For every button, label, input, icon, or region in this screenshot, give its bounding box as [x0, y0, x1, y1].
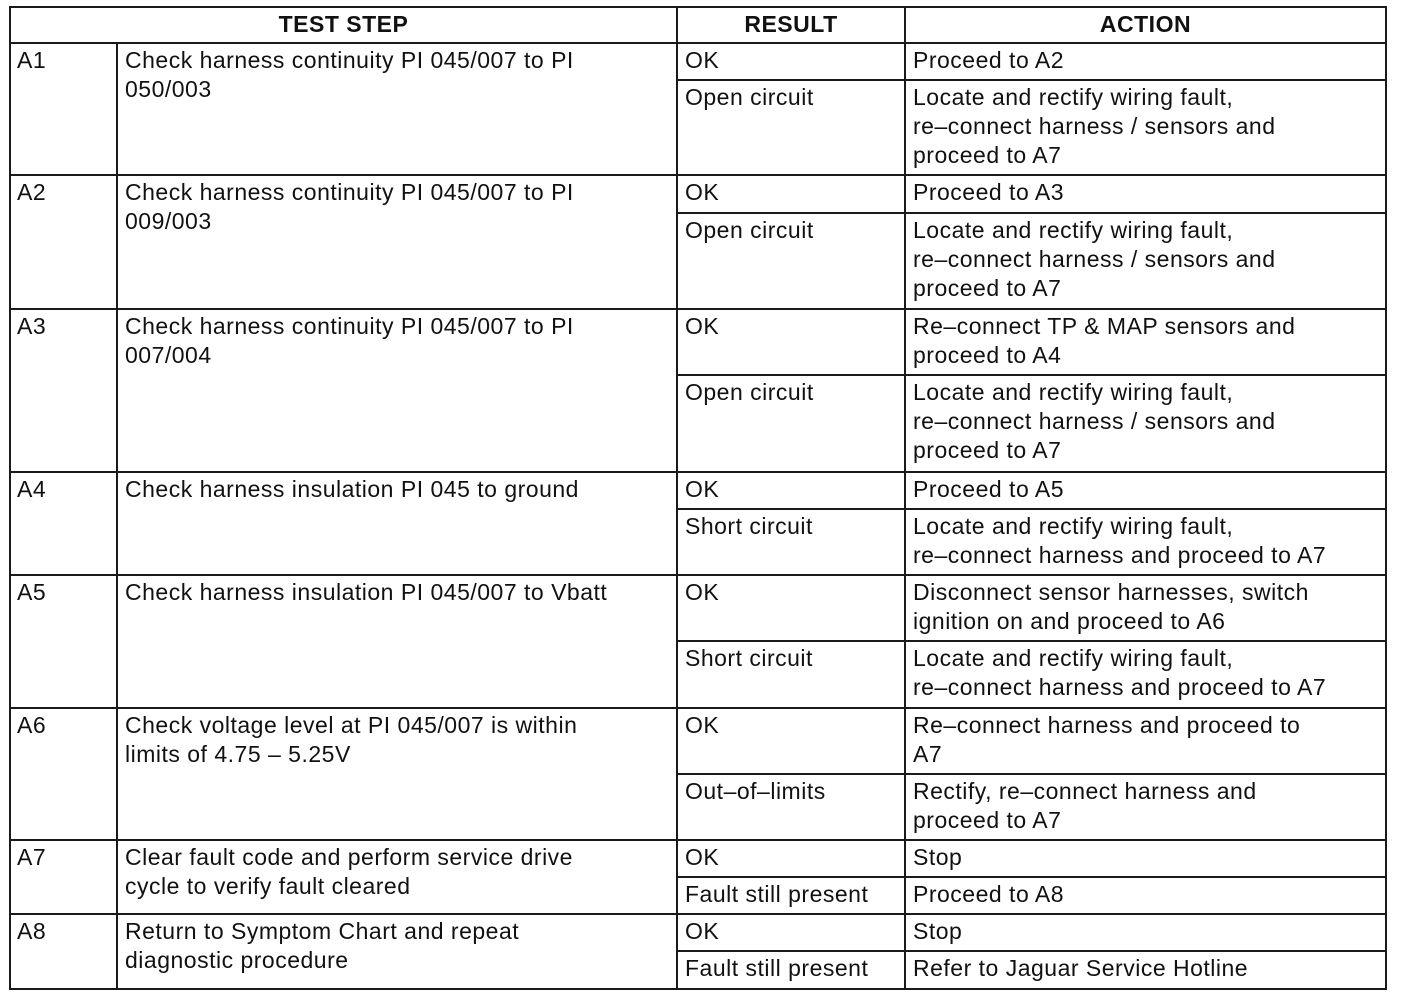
- action-cell: Re–connect harness and proceed to A7: [905, 708, 1386, 774]
- action-cell: Locate and rectify wiring fault, re–connect harness / sensors and proceed to A7: [905, 213, 1386, 309]
- action-cell: Locate and rectify wiring fault, re–connect harness and proceed to A7: [905, 509, 1386, 575]
- action-cell: Proceed to A5: [905, 472, 1386, 509]
- result-cell: OK: [677, 43, 905, 80]
- result-cell: OK: [677, 575, 905, 641]
- result-cell: Fault still present: [677, 951, 905, 989]
- step-id: A2: [10, 175, 117, 309]
- step-id: A7: [10, 840, 117, 914]
- result-cell: Out–of–limits: [677, 774, 905, 840]
- step-description: Return to Symptom Chart and repeat diagnostic procedure: [117, 914, 677, 989]
- action-cell: Proceed to A2: [905, 43, 1386, 80]
- result-cell: Open circuit: [677, 213, 905, 309]
- header-action: ACTION: [905, 7, 1386, 43]
- result-cell: Open circuit: [677, 80, 905, 175]
- action-cell: Proceed to A3: [905, 175, 1386, 213]
- step-id: A8: [10, 914, 117, 989]
- action-cell: Locate and rectify wiring fault, re–connect harness / sensors and proceed to A7: [905, 375, 1386, 472]
- step-description: Check harness continuity PI 045/007 to PI 007/004: [117, 309, 677, 472]
- result-cell: Short circuit: [677, 641, 905, 708]
- result-cell: OK: [677, 175, 905, 213]
- table-row: [10, 708, 1386, 774]
- result-cell: Fault still present: [677, 877, 905, 914]
- result-cell: OK: [677, 309, 905, 375]
- result-cell: OK: [677, 472, 905, 509]
- action-cell: Refer to Jaguar Service Hotline: [905, 951, 1386, 989]
- step-id: A4: [10, 472, 117, 575]
- result-cell: Open circuit: [677, 375, 905, 472]
- table-row: [10, 914, 1386, 951]
- action-cell: Locate and rectify wiring fault, re–connect harness and proceed to A7: [905, 641, 1386, 708]
- diagnostic-test-table: [9, 6, 1387, 990]
- table-row: [10, 43, 1386, 80]
- result-cell: OK: [677, 840, 905, 877]
- step-id: A5: [10, 575, 117, 708]
- table-row: [10, 472, 1386, 509]
- table-row: [10, 840, 1386, 877]
- step-description: Check voltage level at PI 045/007 is within limits of 4.75 – 5.25V: [117, 708, 677, 840]
- result-cell: Short circuit: [677, 509, 905, 575]
- step-description: Check harness continuity PI 045/007 to PI 050/003: [117, 43, 677, 175]
- action-cell: Disconnect sensor harnesses, switch ignition on and proceed to A6: [905, 575, 1386, 641]
- action-cell: Rectify, re–connect harness and proceed to A7: [905, 774, 1386, 840]
- step-description: Check harness insulation PI 045 to ground: [117, 472, 677, 575]
- table-row: [10, 309, 1386, 375]
- action-cell: Stop: [905, 840, 1386, 877]
- action-cell: Stop: [905, 914, 1386, 951]
- action-cell: Locate and rectify wiring fault, re–connect harness / sensors and proceed to A7: [905, 80, 1386, 175]
- action-cell: Re–connect TP & MAP sensors and proceed to A4: [905, 309, 1386, 375]
- header-test-step: TEST STEP: [10, 7, 677, 43]
- header-result: RESULT: [677, 7, 905, 43]
- step-id: A6: [10, 708, 117, 840]
- step-description: Check harness continuity PI 045/007 to PI 009/003: [117, 175, 677, 309]
- step-id: A1: [10, 43, 117, 175]
- table-row: [10, 175, 1386, 213]
- step-id: A3: [10, 309, 117, 472]
- step-description: Check harness insulation PI 045/007 to Vbatt: [117, 575, 677, 708]
- table-row: [10, 575, 1386, 641]
- result-cell: OK: [677, 914, 905, 951]
- header-row: [10, 7, 1386, 43]
- step-description: Clear fault code and perform service drive cycle to verify fault cleared: [117, 840, 677, 914]
- action-cell: Proceed to A8: [905, 877, 1386, 914]
- result-cell: OK: [677, 708, 905, 774]
